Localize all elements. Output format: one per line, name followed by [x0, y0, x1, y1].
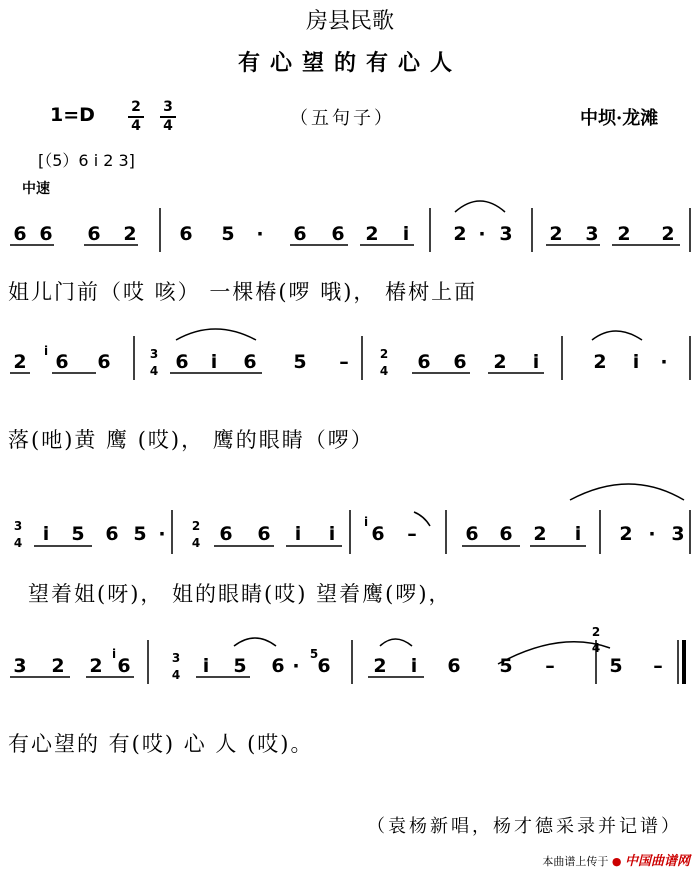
svg-text:6: 6 [219, 523, 233, 545]
svg-text:–: – [407, 523, 417, 545]
svg-text:2: 2 [13, 351, 27, 373]
svg-text:2: 2 [549, 223, 563, 245]
svg-text:i: i [574, 523, 582, 545]
footer-source [542, 850, 690, 869]
lyric-line-1: 姐儿门前（哎 咳） 一棵椿(啰 哦)， 椿树上面 [8, 280, 478, 304]
svg-text:3: 3 [585, 223, 599, 245]
svg-text:3: 3 [149, 347, 159, 361]
svg-text:i: i [42, 523, 50, 545]
svg-text:i: i [363, 515, 369, 529]
svg-text:3: 3 [671, 523, 685, 545]
svg-text:2: 2 [379, 347, 389, 361]
time-signature-2-4: 2 4 [128, 100, 144, 134]
svg-text:2: 2 [591, 625, 601, 639]
svg-text:–: – [545, 655, 555, 677]
svg-text:6: 6 [55, 351, 69, 373]
svg-text:6: 6 [447, 655, 461, 677]
svg-text:i: i [410, 655, 418, 677]
svg-text:2: 2 [89, 655, 103, 677]
svg-text:·: · [256, 223, 264, 245]
svg-text:i: i [632, 351, 640, 373]
svg-text:2: 2 [593, 351, 607, 373]
svg-text:6: 6 [179, 223, 193, 245]
svg-text:6: 6 [97, 351, 111, 373]
svg-text:4: 4 [591, 641, 601, 655]
svg-text:6: 6 [13, 223, 27, 245]
svg-text:5: 5 [71, 523, 85, 545]
svg-text:2: 2 [493, 351, 507, 373]
svg-text:6: 6 [39, 223, 53, 245]
svg-text:5: 5 [221, 223, 235, 245]
tempo-marking: 中速 [22, 181, 50, 197]
svg-text:6: 6 [453, 351, 467, 373]
svg-text:i: i [43, 344, 49, 358]
svg-text:·: · [292, 655, 300, 677]
svg-text:2: 2 [453, 223, 467, 245]
svg-text:3: 3 [171, 651, 181, 665]
intro-notation: [（5）6 i 2 3] [38, 151, 135, 170]
svg-text:6: 6 [331, 223, 345, 245]
svg-text:2: 2 [51, 655, 65, 677]
svg-text:3: 3 [499, 223, 513, 245]
svg-text:4: 4 [379, 364, 389, 378]
svg-text:4: 4 [191, 536, 201, 550]
svg-text:2: 2 [619, 523, 633, 545]
svg-text:3: 3 [13, 655, 27, 677]
svg-text:i: i [532, 351, 540, 373]
svg-text:·: · [158, 523, 166, 545]
svg-text:5: 5 [293, 351, 307, 373]
svg-text:i: i [402, 223, 410, 245]
svg-text:2: 2 [365, 223, 379, 245]
svg-text:6: 6 [465, 523, 479, 545]
svg-text:5: 5 [309, 647, 319, 661]
svg-text:6: 6 [371, 523, 385, 545]
svg-text:·: · [478, 223, 486, 245]
svg-text:6: 6 [117, 655, 131, 677]
svg-text:6: 6 [499, 523, 513, 545]
footer-uploaded-text: 本曲谱上传于 [542, 855, 609, 868]
svg-text:6: 6 [271, 655, 285, 677]
svg-text:i: i [111, 647, 117, 661]
svg-text:–: – [339, 351, 349, 373]
svg-text:·: · [648, 523, 656, 545]
svg-text:2: 2 [191, 519, 201, 533]
svg-text:6: 6 [87, 223, 101, 245]
lyric-line-2: 落(吔)黄 鹰 (哎)， 鹰的眼睛（啰） [8, 428, 374, 452]
svg-text:2: 2 [661, 223, 675, 245]
key-signature: 1=D [50, 104, 95, 126]
svg-text:4: 4 [171, 668, 181, 682]
svg-text:i: i [328, 523, 336, 545]
svg-text:6: 6 [257, 523, 271, 545]
lyric-line-3: 望着姐(呀)， 姐的眼睛(哎) 望着鹰(啰)， [28, 582, 452, 606]
svg-text:i: i [294, 523, 302, 545]
time-signature-3-4: 3 4 [160, 100, 176, 134]
credit-line: （袁杨新唱，杨才德采录并记谱） [367, 816, 682, 837]
svg-text:6: 6 [317, 655, 331, 677]
song-category-title: 房县民歌 [305, 9, 394, 34]
svg-text:6: 6 [105, 523, 119, 545]
svg-text:5: 5 [609, 655, 623, 677]
svg-text:i: i [202, 655, 210, 677]
svg-text:·: · [660, 351, 668, 373]
svg-text:3: 3 [13, 519, 23, 533]
song-title: 有心望的有心人 [237, 51, 462, 76]
svg-text:4: 4 [149, 364, 159, 378]
svg-text:2: 2 [617, 223, 631, 245]
song-origin: 中坝·龙滩 [580, 108, 659, 129]
svg-text:6: 6 [243, 351, 257, 373]
svg-text:5: 5 [233, 655, 247, 677]
site-logo-icon: ● [611, 855, 622, 868]
svg-text:5: 5 [133, 523, 147, 545]
svg-text:2: 2 [123, 223, 137, 245]
svg-text:2: 2 [373, 655, 387, 677]
svg-text:–: – [653, 655, 663, 677]
svg-text:2: 2 [533, 523, 547, 545]
svg-text:4: 4 [13, 536, 23, 550]
svg-text:6: 6 [175, 351, 189, 373]
lyric-line-4: 有心望的 有(哎) 心 人 (哎)。 [8, 732, 314, 756]
svg-text:6: 6 [417, 351, 431, 373]
svg-text:5: 5 [499, 655, 513, 677]
footer-site-name[interactable]: 中国曲谱网 [624, 854, 690, 869]
song-form: （五句子） [290, 108, 395, 129]
svg-text:i: i [210, 351, 218, 373]
svg-text:6: 6 [293, 223, 307, 245]
